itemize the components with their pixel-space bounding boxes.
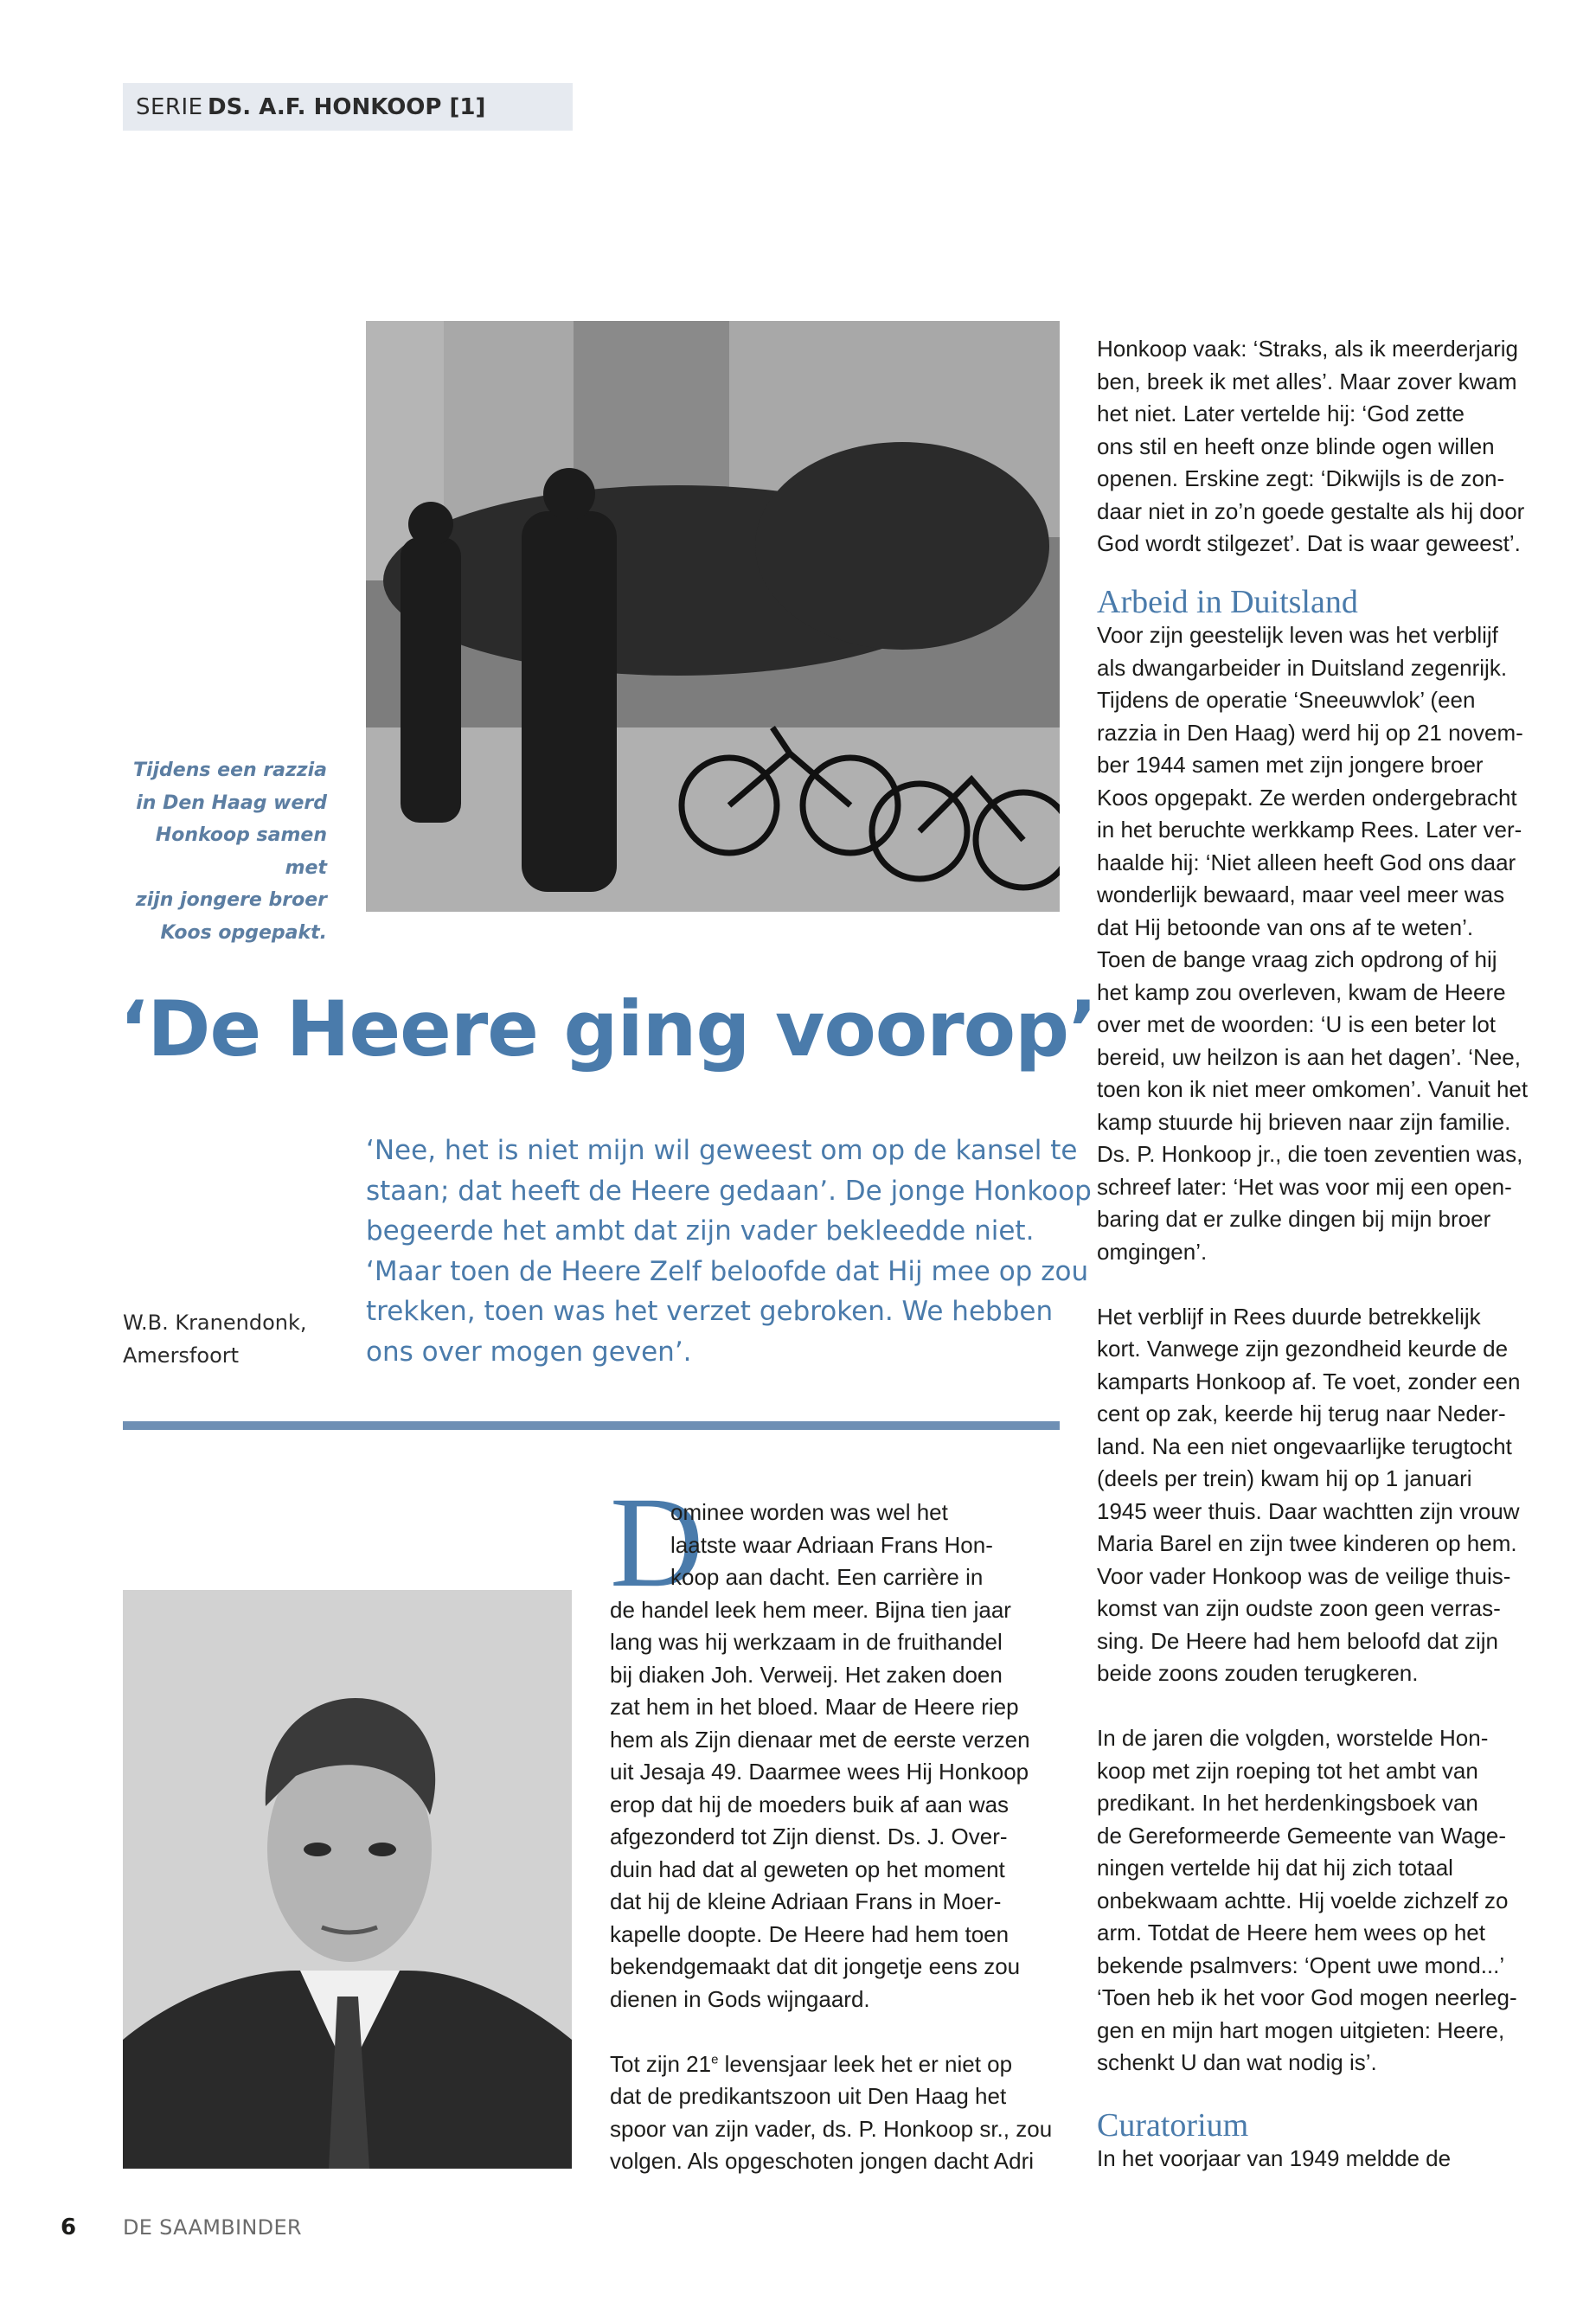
body-line: dat de predikantszoon uit Den Haag het (610, 2083, 1007, 2109)
body-line: bereid, uw heilzon is aan het dagen’. ‘Nee, (1097, 1043, 1521, 1070)
body-line: sing. De Heere had hem beloofd dat zijn (1097, 1627, 1498, 1654)
caption-line: zijn jongere broer (135, 889, 327, 911)
portrait-illustration (123, 1590, 572, 2169)
subheading-arbeid: Arbeid in Duitsland (1097, 584, 1358, 620)
body-line: bekende psalmvers: ‘Opent uwe mond...’ (1097, 1952, 1505, 1978)
lead-line: begeerde het ambt dat zijn vader bekleedde niet. (366, 1215, 1035, 1247)
magazine-name: DE SAAMBINDER (123, 2215, 302, 2240)
subheading-curatorium: Curatorium (1097, 2107, 1249, 2144)
article-column-right-end (1097, 2143, 1547, 2176)
body-line: ominee worden was wel het (670, 1499, 948, 1525)
caption-line: in Den Haag werd (136, 792, 327, 814)
body-line: bij diaken Joh. Verweij. Het zaken doen (610, 1661, 1003, 1688)
body-line: dat Hij betoonde van ons af te weten’. (1097, 913, 1474, 940)
body-line: haalde hij: ‘Niet alleen heeft God ons daar (1097, 849, 1516, 875)
body-line: Maria Barel en zijn twee kinderen op hem. (1097, 1530, 1517, 1556)
body-line: kapelle doopte. De Heere had hem toen (610, 1920, 1010, 1947)
razzia-photo-illustration (366, 321, 1060, 912)
body-line: Koos opgepakt. Ze werden ondergebracht (1097, 784, 1517, 811)
body-line: predikant. In het herdenkingsboek van (1097, 1790, 1478, 1816)
body-line: bekendgemaakt dat dit jongetje eens zou (610, 1953, 1021, 1979)
lead-line: trekken, toen was het verzet gebroken. We hebben (366, 1296, 1054, 1327)
body-line: Ds. P. Honkoop jr., die toen zeventien was, (1097, 1141, 1523, 1167)
body-line: laatste waar Adriaan Frans Hon- (670, 1531, 993, 1558)
body-line: baring dat er zulke dingen bij mijn broer (1097, 1206, 1491, 1232)
body-line: kamp stuurde hij brieven naar zijn familie. (1097, 1108, 1511, 1135)
body-line: In de jaren die volgden, worstelde Hon- (1097, 1725, 1489, 1751)
body-line: wonderlijk bewaard, maar veel meer was (1097, 881, 1505, 907)
body-line: Tijdens de operatie ‘Sneeuwvlok’ (een (1097, 687, 1476, 713)
body-line: komst van zijn oudste zoon geen verras- (1097, 1595, 1501, 1621)
lead-line: ‘Maar toen de Heere Zelf beloofde dat Hij mee op zou (366, 1255, 1089, 1287)
body-line: In het voorjaar van 1949 meldde de (1097, 2145, 1452, 2171)
article-column-right-continued (1097, 619, 1547, 2080)
body-line: volgen. Als opgeschoten jongen dacht Adri (610, 2148, 1035, 2174)
article-column-middle (610, 1497, 1060, 2178)
author-name: W.B. Kranendonk, (123, 1311, 307, 1335)
body-line: land. Na een niet ongevaarlijke terugtocht (1097, 1433, 1512, 1459)
body-line: toen kon ik niet meer omkomen’. Vanuit het (1097, 1076, 1529, 1102)
series-header (123, 83, 573, 131)
caption-line: Tijdens een razzia (132, 760, 327, 781)
article-column-right (1097, 333, 1547, 561)
body-line: koop aan dacht. Een carrière in (670, 1564, 984, 1590)
lead-line: ons over mogen geven’. (366, 1336, 692, 1368)
body-line: spoor van zijn vader, ds. P. Honkoop sr., zou (610, 2115, 1053, 2142)
body-line: uit Jesaja 49. Daarmee wees Hij Honkoop (610, 1759, 1029, 1785)
body-line: de handel leek hem meer. Bijna tien jaar (610, 1596, 1011, 1623)
body-line: dienen in Gods wijngaard. (610, 1985, 870, 2012)
body-line: Voor zijn geestelijk leven was het verblijf (1097, 622, 1498, 648)
body-line: arm. Totdat de Heere hem wees op het (1097, 1920, 1485, 1945)
body-line: gen en mijn hart mogen uitgieten: Heere, (1097, 2016, 1505, 2043)
body-line: kamparts Honkoop af. Te voet, zonder een (1097, 1368, 1521, 1394)
body-line: de Gereformeerde Gemeente van Wage- (1097, 1822, 1507, 1849)
body-line: het kamp zou overleven, kwam de Heere (1097, 978, 1506, 1005)
body-line: als dwangarbeider in Duitsland zegenrijk. (1097, 654, 1508, 681)
body-line: zat hem in het bloed. Maar de Heere riep (610, 1694, 1019, 1720)
body-line: Toen de bange vraag zich opdrong of hij (1097, 946, 1497, 972)
body-line: razzia in Den Haag) werd hij op 21 novem- (1097, 719, 1523, 746)
body-line: (deels per trein) kwam hij op 1 januari (1097, 1465, 1472, 1491)
section-divider (123, 1421, 1060, 1430)
author-byline (123, 1306, 348, 1372)
page-number: 6 (61, 2214, 77, 2240)
caption-line: Koos opgepakt. (160, 921, 327, 944)
body-line: schenkt U dan wat nodig is’. (1097, 2049, 1377, 2075)
body-line: over met de woorden: ‘U is een beter lot (1097, 1011, 1497, 1037)
body-line: Het verblijf in Rees duurde betrekkelijk (1097, 1303, 1481, 1330)
article-lead (366, 1131, 1092, 1372)
body-line: Honkoop vaak: ‘Straks, als ik meerderjarig (1097, 336, 1518, 362)
series-label: SERIE (136, 94, 203, 120)
body-line: beide zoons zouden terugkeren. (1097, 1660, 1419, 1686)
author-location: Amersfoort (123, 1343, 240, 1368)
body-line: in het beruchte werkkamp Rees. Later ver- (1097, 817, 1522, 843)
body-line: onbekwaam achtte. Hij voelde zichzelf zo (1097, 1887, 1509, 1913)
body-line: ningen vertelde hij dat hij zich totaal (1097, 1855, 1453, 1881)
body-line: ben, breek ik met alles’. Maar zover kwam (1097, 368, 1517, 394)
caption-line: Honkoop samen met (155, 824, 327, 879)
body-line: koop met zijn roeping tot het ambt van (1097, 1757, 1478, 1784)
body-line: daar niet in zo’n goede gestalte als hij door (1097, 497, 1525, 524)
body-line: het niet. Later vertelde hij: ‘God zette (1097, 401, 1465, 426)
body-line: 1945 weer thuis. Daar wachtten zijn vrouw (1097, 1497, 1520, 1524)
body-line: ber 1944 samen met zijn jongere broer (1097, 752, 1484, 778)
body-line: Voor vader Honkoop was de veilige thuis- (1097, 1562, 1511, 1589)
body-line: kort. Vanwege zijn gezondheid keurde de (1097, 1336, 1509, 1362)
body-line: ‘Toen heb ik het voor God mogen neerleg- (1097, 1984, 1517, 2010)
body-line: hem als Zijn dienaar met de eerste verzen (610, 1726, 1030, 1753)
body-line: duin had dat al geweten op het moment (610, 1856, 1005, 1882)
body-line: omgingen’. (1097, 1238, 1208, 1265)
body-line: lang was hij werkzaam in de fruithandel (610, 1629, 1003, 1655)
body-line: dat hij de kleine Adriaan Frans in Moer- (610, 1888, 1002, 1914)
body-line: erop dat hij de moeders buik af aan was (610, 1791, 1010, 1817)
body-line: afgezonderd tot Zijn dienst. Ds. J. Over- (610, 1823, 1008, 1849)
body-line: schreef later: ‘Het was voor mij een open- (1097, 1173, 1512, 1200)
body-line: cent op zak, keerde hij terug naar Neder- (1097, 1400, 1506, 1426)
body-line: openen. Erskine zegt: ‘Dikwijls is de zon- (1097, 465, 1505, 491)
photo-caption (130, 754, 327, 949)
body-line: Tot zijn 21e levensjaar leek het er niet op (610, 2050, 1013, 2077)
article-title: ‘De Heere ging voorop’ (119, 984, 1097, 1074)
series-title: DS. A.F. HONKOOP [1] (208, 94, 486, 120)
body-line: ons stil en heeft onze blinde ogen willen (1097, 433, 1495, 459)
body-line: God wordt stilgezet’. Dat is waar geweest’. (1097, 530, 1521, 556)
drop-cap: D (610, 1471, 704, 1614)
lead-line: ‘Nee, het is niet mijn wil geweest om op de kansel te (366, 1135, 1078, 1166)
lead-line: staan; dat heeft de Heere gedaan’. De jonge Honkoop (366, 1175, 1092, 1207)
razzia-photo (366, 321, 1060, 912)
portrait-photo (123, 1590, 572, 2169)
